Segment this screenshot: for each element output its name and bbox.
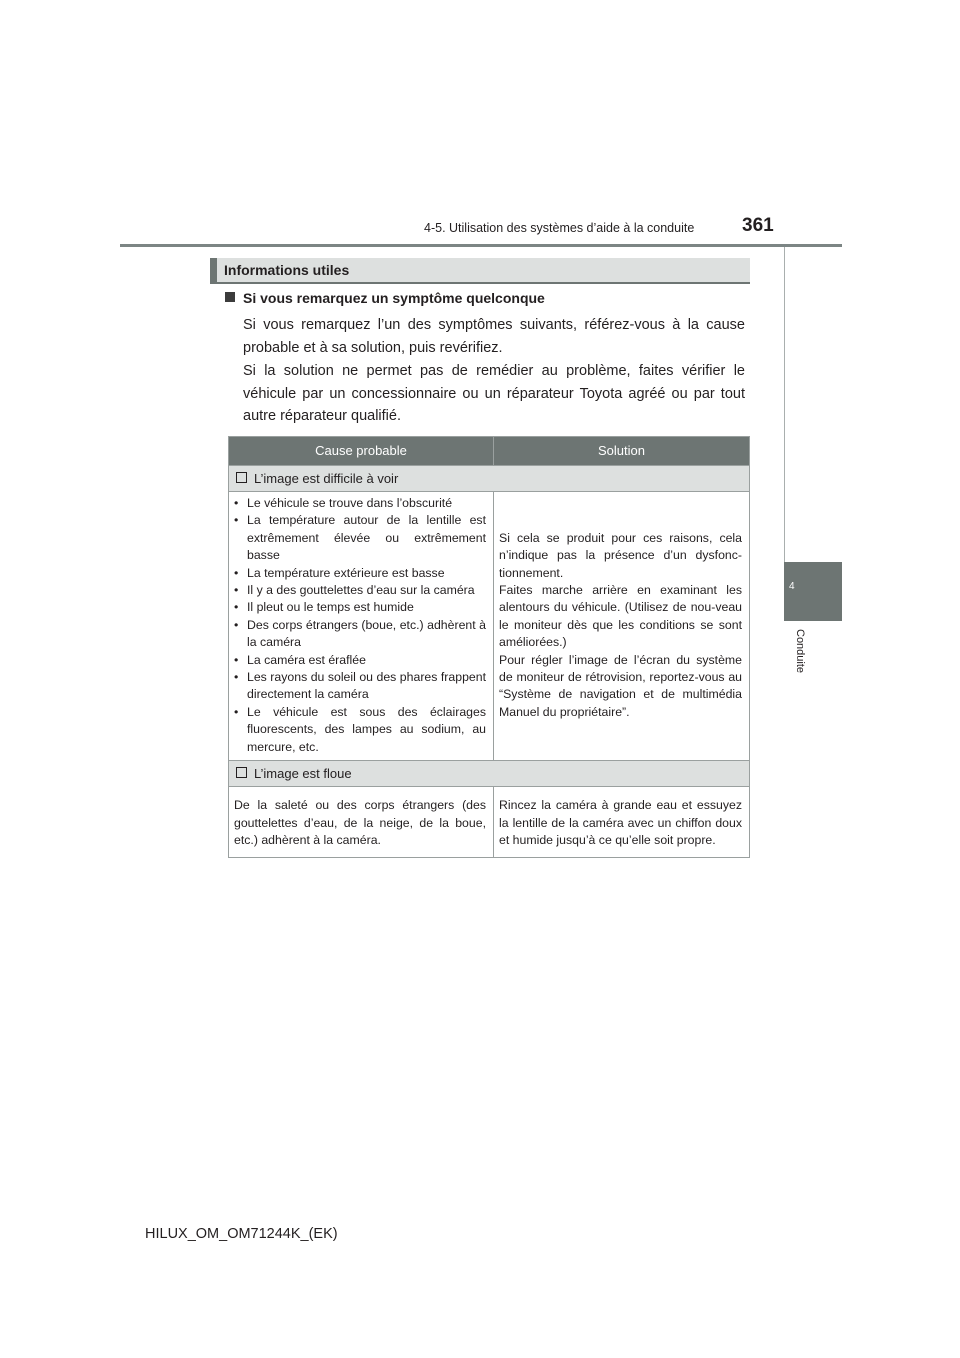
col-header-solution: Solution — [494, 437, 750, 466]
solution-cell: Rincez la caméra à grande eau et essuyez la lentille de la caméra avec un chiffon doux et humide jusqu’à ce qu’elle soit propre. — [494, 787, 750, 858]
side-divider — [784, 247, 785, 562]
intro-paragraph: Si vous remarquez l’un des symptômes suivants, référez-vous à la cause probable et à sa solution, puis revérifiez. — [243, 317, 745, 356]
section-heading-text: Si vous remarquez un symptôme quelconque — [243, 290, 545, 306]
advice-paragraph: Si la solution ne permet pas de remédier au problème, faites vérifier le véhicule par un concessionnaire ou un réparateur Toyota agréé ou par tout autre réparateur qualifié. — [243, 363, 745, 424]
cause-item: • Il y a des gouttelettes d’eau sur la caméra — [234, 582, 486, 599]
section-heading — [225, 290, 545, 306]
page-number: 361 — [742, 215, 774, 236]
info-box-underline — [210, 282, 750, 284]
cause-item: • Des corps étrangers (boue, etc.) adhèrent à la caméra — [234, 617, 486, 652]
solution-cell — [494, 492, 750, 761]
info-box-marker — [210, 258, 217, 283]
footer-code: HILUX_OM_OM71244K_(EK) — [145, 1226, 338, 1242]
cause-item: • Les rayons du soleil ou des phares frappent directement la caméra — [234, 669, 486, 704]
col-header-cause: Cause probable — [229, 437, 494, 466]
troubleshooting-table — [228, 436, 750, 858]
solution-line: Si cela se produit pour ces raisons, cela n’indique pas la présence d’un dysfonc-tionnement. — [499, 530, 742, 580]
chapter-label: Conduite — [794, 629, 806, 674]
solution-line: Faites marche arrière en examinant les alentours du véhicule. (Utilisez de nou-veau le moniteur dès que les conditions se sont améliorées.) — [499, 583, 742, 650]
group-title: L’image est floue — [254, 765, 352, 781]
cause-item: • La température extérieure est basse — [234, 565, 486, 582]
table-row — [229, 492, 750, 761]
checkbox-icon — [236, 472, 247, 483]
cause-item: • Le véhicule est sous des éclairages fluorescents, des lampes au sodium, au mercure, etc. — [234, 704, 486, 756]
square-bullet-icon — [225, 292, 235, 302]
chapter-number: 4 — [789, 581, 795, 592]
table-header-row — [229, 437, 750, 466]
group-row-difficult — [229, 466, 750, 492]
group-title: L’image est difficile à voir — [254, 470, 399, 486]
solution-line: Pour régler l’image de l’écran du système de moniteur de rétrovision, reportez-vous au “Système de navigation et de multimédia Manuel du propriétaire”. — [499, 652, 742, 719]
causes-cell — [229, 492, 494, 761]
checkbox-icon — [236, 767, 247, 778]
cause-item: • Le véhicule se trouve dans l’obscurité — [234, 495, 486, 512]
header-rule — [120, 244, 842, 247]
header-section-title: 4-5. Utilisation des systèmes d’aide à la conduite — [424, 221, 695, 235]
group-title-cell — [229, 761, 750, 787]
cause-item: • La caméra est éraflée — [234, 652, 486, 669]
table-row — [229, 787, 750, 858]
cause-item: • La température autour de la lentille est extrêmement élevée ou extrêmement basse — [234, 512, 486, 564]
cause-cell: De la saleté ou des corps étrangers (des gouttelettes d’eau, de la neige, de la boue, etc.) adhèrent à la caméra. — [229, 787, 494, 858]
cause-item: • Il pleut ou le temps est humide — [234, 599, 486, 616]
group-title-cell — [229, 466, 750, 492]
group-row-blurry — [229, 761, 750, 787]
info-box-title: Informations utiles — [224, 262, 350, 278]
